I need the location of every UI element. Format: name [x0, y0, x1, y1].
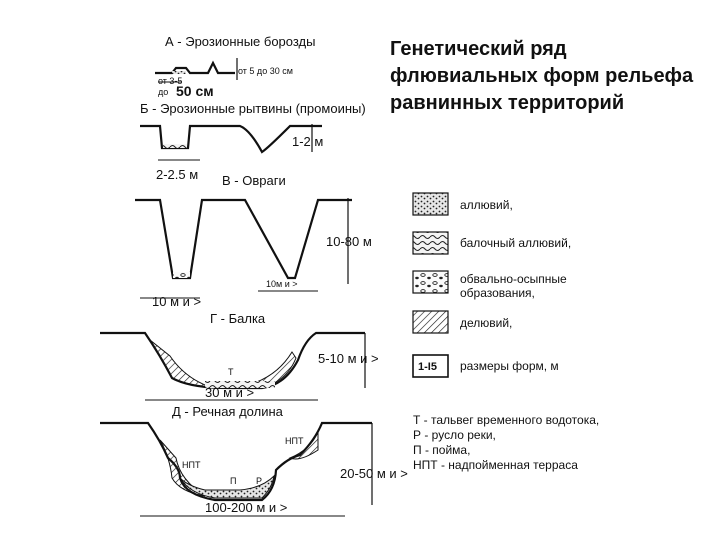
section-g-mark-t: Т	[228, 367, 234, 377]
section-b	[140, 101, 366, 182]
section-g-label: Г - Балка	[210, 311, 266, 326]
section-a-label: А - Эрозионные борозды	[165, 34, 316, 49]
legend-item-sizes: размеры форм, м	[460, 359, 559, 373]
section-a-width: 50 см	[176, 83, 214, 99]
section-a-small-depth: от 3-5	[158, 76, 183, 86]
section-b-depth: 1-2 м	[292, 134, 324, 149]
section-v-profile	[135, 200, 352, 278]
legend-item-alluvium: аллювий,	[460, 198, 513, 212]
section-a-profile	[155, 63, 235, 73]
section-v-fill	[173, 272, 190, 278]
section-v	[135, 173, 372, 309]
legend-swatch-deluvium	[413, 311, 448, 333]
section-b-label: Б - Эрозионные рытвины (промоины)	[140, 101, 366, 116]
section-v-width-right: 10м и >	[266, 279, 298, 289]
section-a	[155, 34, 315, 99]
section-a-fill	[172, 71, 186, 74]
section-d-mark-p: П	[230, 476, 237, 486]
legend-swatch-collapse	[413, 271, 448, 293]
section-d-depth: 20-50 м и >	[340, 466, 408, 481]
legend	[413, 193, 599, 472]
legend-note-p: П - пойма,	[413, 443, 471, 457]
section-g-width: 30 м и >	[205, 385, 255, 400]
section-v-width-left: 10 м и >	[152, 294, 202, 309]
section-a-small-width: до	[158, 87, 169, 97]
legend-item-balka: балочный аллювий,	[460, 236, 572, 250]
legend-note-t: Т - тальвег временного водотока,	[413, 413, 600, 427]
section-d-mark-npt-right: НПТ	[285, 436, 304, 446]
section-d	[100, 404, 408, 516]
diagram-title: Генетический ряд флювиальных форм рельефа равнинных территорий	[390, 38, 694, 114]
section-d-mark-r: Р	[256, 476, 263, 486]
section-a-depth: от 5 до 30 см	[238, 66, 293, 76]
section-g	[100, 311, 379, 400]
section-d-width: 100-200 м и >	[205, 500, 288, 515]
section-v-depth: 10-80 м	[326, 234, 372, 249]
legend-note-r: Р - русло реки,	[413, 428, 496, 442]
section-b-fill	[163, 144, 187, 148]
section-v-label: В - Овраги	[222, 173, 286, 188]
section-d-profile	[100, 423, 372, 500]
legend-swatch-alluvium	[413, 193, 448, 215]
legend-item-deluvium: делювий,	[460, 316, 513, 330]
legend-note-npt: НПТ - надпойменная терраса	[413, 458, 578, 472]
section-d-mark-npt-left: НПТ	[182, 460, 201, 470]
section-d-label: Д - Речная долина	[172, 404, 283, 419]
section-g-depth: 5-10 м и >	[318, 351, 379, 366]
legend-item-collapse: обвально-осыпные образования,	[460, 272, 567, 300]
legend-box-label: 1-I5	[418, 361, 437, 373]
section-b-width: 2-2.5 м	[156, 167, 199, 182]
legend-swatch-balka	[413, 232, 448, 254]
section-g-deluvium-left	[150, 340, 210, 387]
